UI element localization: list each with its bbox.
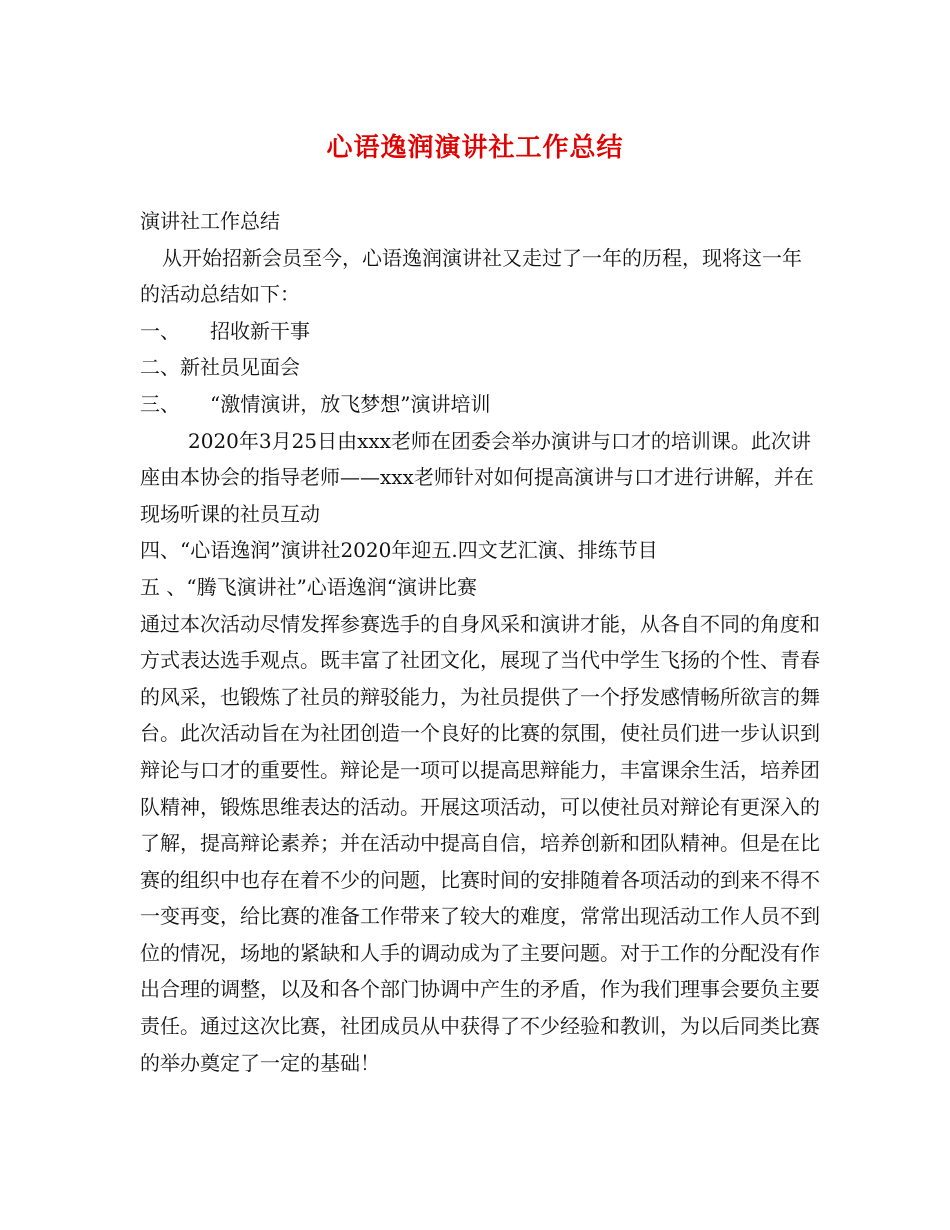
conclusion-paragraph: 通过本次活动尽情发挥参赛选手的自身风采和演讲才能，从各自不同的角度和方式表达选手观点。既丰富了社团文化，展现了当代中学生飞扬的个性、青春的风采，也锻炼了社员的辩驳能力，为社员提供了一个抒发感情畅所欲言的舞台。此次活动旨在为社团创造一个良好的比赛的氛围，使社员们进一步认识到辩论与口才的重要性。辩论是一项可以提高思辩能力，丰富课余生活，培养团队精神，锻炼思维表达的活动。开展这项活动，可以使社员对辩论有更深入的了解，提高辩论素养；并在活动中提高自信，培养创新和团队精神。但是在比赛的组织中也存在着不少的问题，比赛时间的安排随着各项活动的到来不得不一变再变，给比赛的准备工作带来了较大的难度，常常出现活动工作人员不到位的情况，场地的紧缺和人手的调动成为了主要问题。对于工作的分配没有作出合理的调整，以及和各个部门协调中产生的矛盾，作为我们理事会要负主要责任。通过这次比赛，社团成员从中获得了不少经验和教训，为以后同类比赛的举办奠定了一定的基础！ <box>140 611 820 1075</box>
item-text: 招收新干事 <box>210 318 310 343</box>
document-title: 心语逸润演讲社工作总结 <box>326 133 624 163</box>
list-item <box>140 386 820 423</box>
section-heading: 演讲社工作总结 <box>140 209 280 233</box>
item-number: 三、 <box>140 391 180 416</box>
item-text: “激情演讲，放飞梦想”演讲培训 <box>210 391 491 416</box>
document-body <box>140 203 820 1081</box>
list-item: 五 、“腾飞演讲社”心语逸润“演讲比赛 <box>140 574 478 599</box>
training-paragraph: 2020年3月25日由xxx老师在团委会举办演讲与口才的培训课。此次讲座由本协会的指导老师——xxx老师针对如何提高演讲与口才进行讲解，并在现场听课的社员互动 <box>140 428 814 526</box>
item-number: 一、 <box>140 318 180 343</box>
intro-paragraph: 从开始招新会员至今，心语逸润演讲社又走过了一年的历程，现将这一年的活动总结如下： <box>140 245 802 307</box>
item-number: 二、 <box>140 355 180 380</box>
item-text: 新社员见面会 <box>180 355 300 380</box>
list-item <box>140 313 820 350</box>
list-item <box>140 349 820 386</box>
list-item: 四、“心语逸润”演讲社2020年迎五.四文艺汇演、排练节目 <box>140 538 658 563</box>
